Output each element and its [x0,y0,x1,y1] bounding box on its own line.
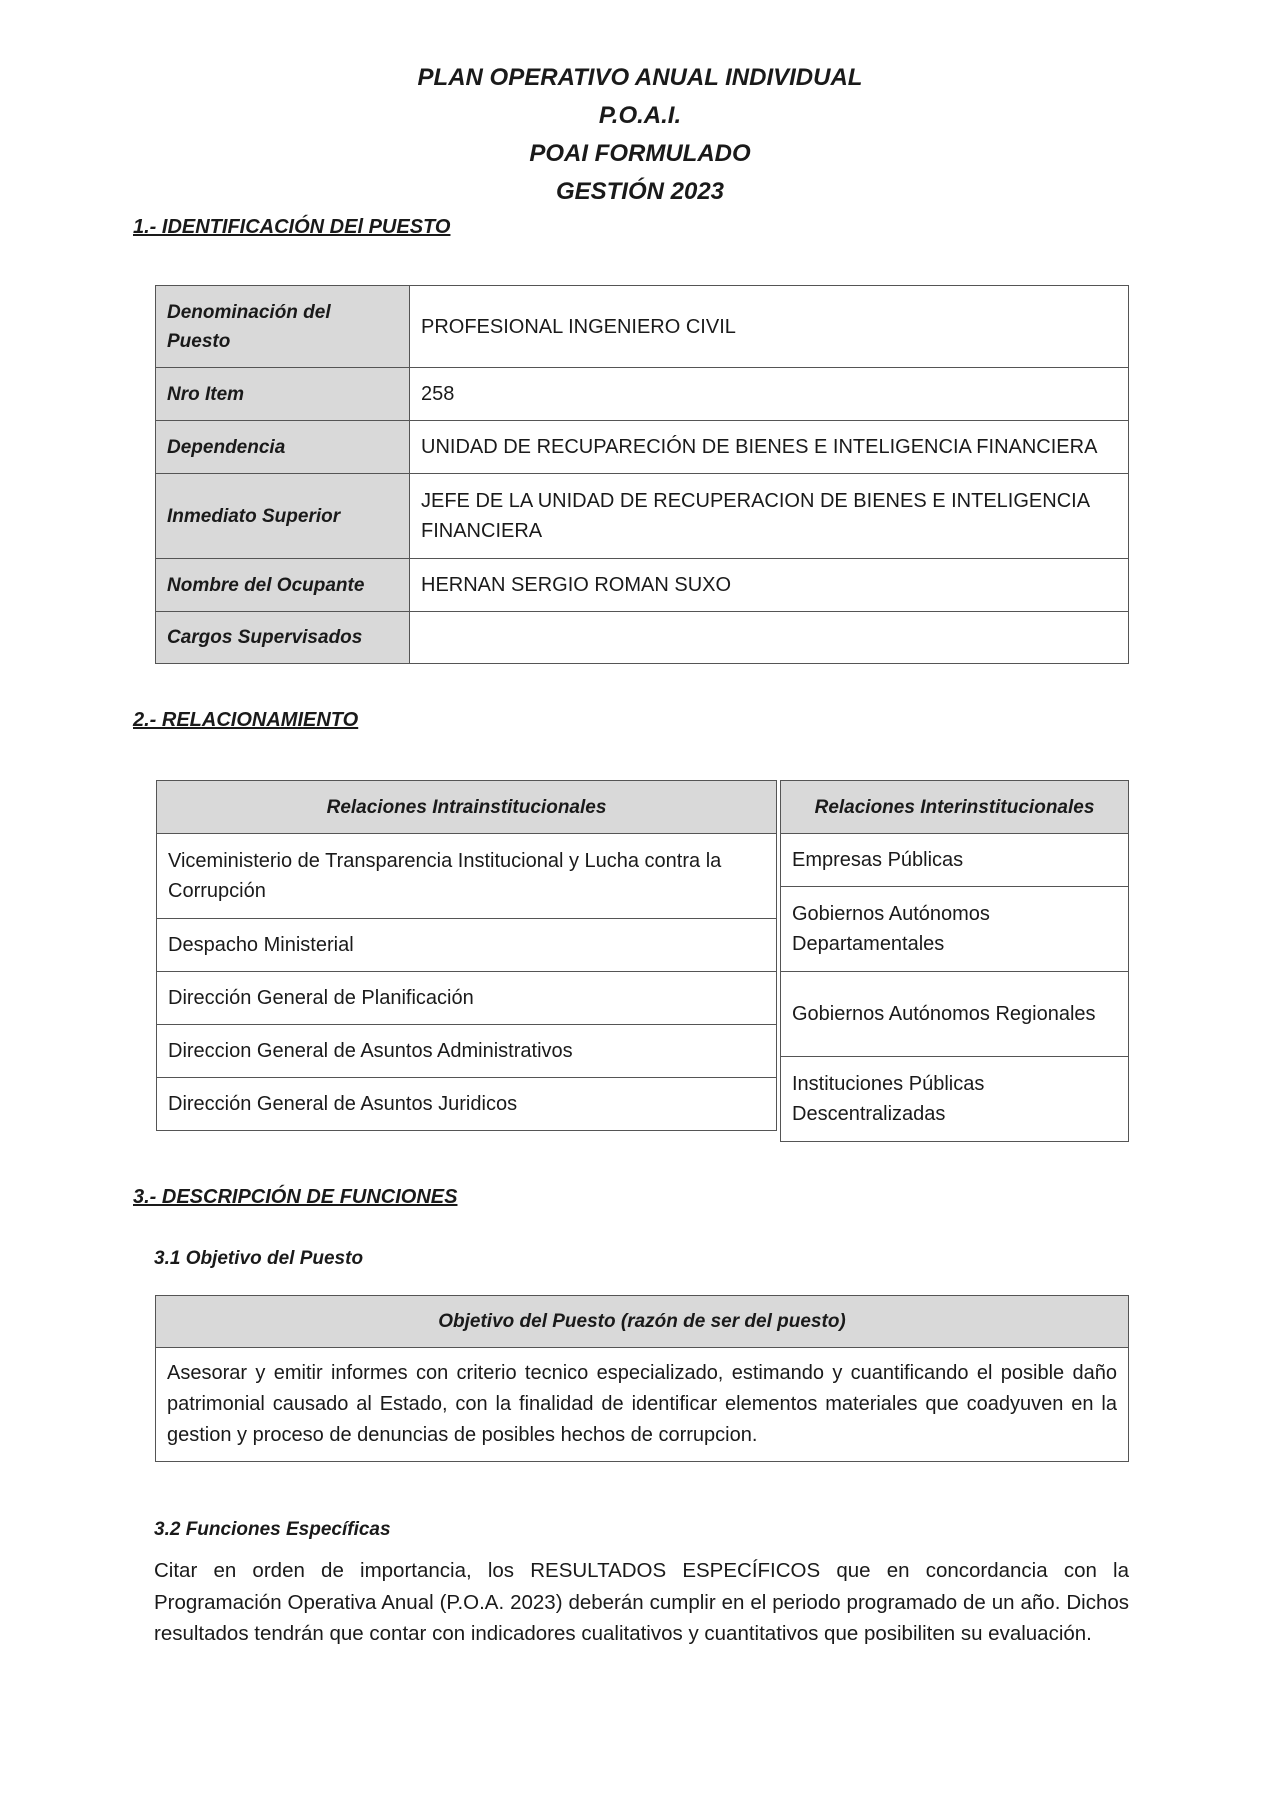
title-line-1: PLAN OPERATIVO ANUAL INDIVIDUAL [417,64,863,91]
row-value: 258 [410,368,1129,421]
table-row [157,919,777,972]
table-row [157,834,777,919]
table-header-row [781,781,1129,834]
table-row [156,612,1129,664]
row-label: Denominación del Puesto [156,286,410,368]
table-row [157,1078,777,1131]
inter-item: Gobiernos Autónomos Regionales [781,972,1129,1057]
section-3-title: 3.- DESCRIPCIÓN DE FUNCIONES [133,1186,458,1208]
table-row [781,1057,1129,1142]
table-row [781,834,1129,887]
objective-text: Asesorar y emitir informes con criterio tecnico especializado, estimando y cuantificando el posible daño patrimonial causado al Estado, con la finalidad de identificar elementos materiales que coadyuven en la gestion y proceso de denuncias de posibles hechos de corrupcion. [156,1348,1129,1462]
inter-item: Instituciones Públicas Descentralizadas [781,1057,1129,1142]
subsection-3-1-title: 3.1 Objetivo del Puesto [154,1248,364,1269]
identification-table [155,285,1129,664]
functions-paragraph: Citar en orden de importancia, los RESULTADOS ESPECÍFICOS que en concordancia con la Programación Operativa Anual (P.O.A. 2023) deberán cumplir en el periodo programado de un año. Dichos resultados tendrán que contar con indicadores cualitativos y cuantitativos que posibiliten su evaluación. [154,1559,1129,1645]
inter-item: Gobiernos Autónomos Departamentales [781,887,1129,972]
table-row [157,1025,777,1078]
section-2-title: 2.- RELACIONAMIENTO [133,709,359,731]
row-value: PROFESIONAL INGENIERO CIVIL [410,286,1129,368]
intra-relations-table [156,780,777,1131]
table-row [156,286,1129,368]
row-label: Nro Item [156,368,410,421]
table-row [156,559,1129,612]
table-row [156,474,1129,559]
table-row [156,421,1129,474]
row-value: HERNAN SERGIO ROMAN SUXO [410,559,1129,612]
inter-header: Relaciones Interinstitucionales [781,781,1129,834]
row-label: Dependencia [156,421,410,474]
table-row [781,887,1129,972]
title-line-2: P.O.A.I. [598,102,682,129]
intra-item: Viceministerio de Transparencia Institucional y Lucha contra la Corrupción [157,834,777,919]
row-value: JEFE DE LA UNIDAD DE RECUPERACION DE BIENES E INTELIGENCIA FINANCIERA [410,474,1129,559]
objective-table [155,1295,1129,1462]
intra-item: Despacho Ministerial [157,919,777,972]
table-header-row [157,781,777,834]
row-label: Inmediato Superior [156,474,410,559]
row-label: Cargos Supervisados [156,612,410,664]
intra-item: Direccion General de Asuntos Administrativos [157,1025,777,1078]
intra-header: Relaciones Intrainstitucionales [157,781,777,834]
row-label: Nombre del Ocupante [156,559,410,612]
title-line-3: POAI FORMULADO [529,140,751,167]
table-row [781,972,1129,1057]
section-1-title: 1.- IDENTIFICACIÓN DEl PUESTO [133,216,451,238]
subsection-3-2-title: 3.2 Funciones Específicas [154,1519,391,1540]
inter-item: Empresas Públicas [781,834,1129,887]
table-row [156,368,1129,421]
intra-item: Dirección General de Planificación [157,972,777,1025]
table-row [157,972,777,1025]
table-header-row [156,1296,1129,1348]
intra-item: Dirección General de Asuntos Juridicos [157,1078,777,1131]
row-value [410,612,1129,664]
table-row [156,1348,1129,1462]
objective-header: Objetivo del Puesto (razón de ser del puesto) [156,1296,1129,1348]
inter-relations-table [780,780,1129,1142]
title-line-4: GESTIÓN 2023 [555,178,725,205]
row-value: UNIDAD DE RECUPARECIÓN DE BIENES E INTELIGENCIA FINANCIERA [410,421,1129,474]
